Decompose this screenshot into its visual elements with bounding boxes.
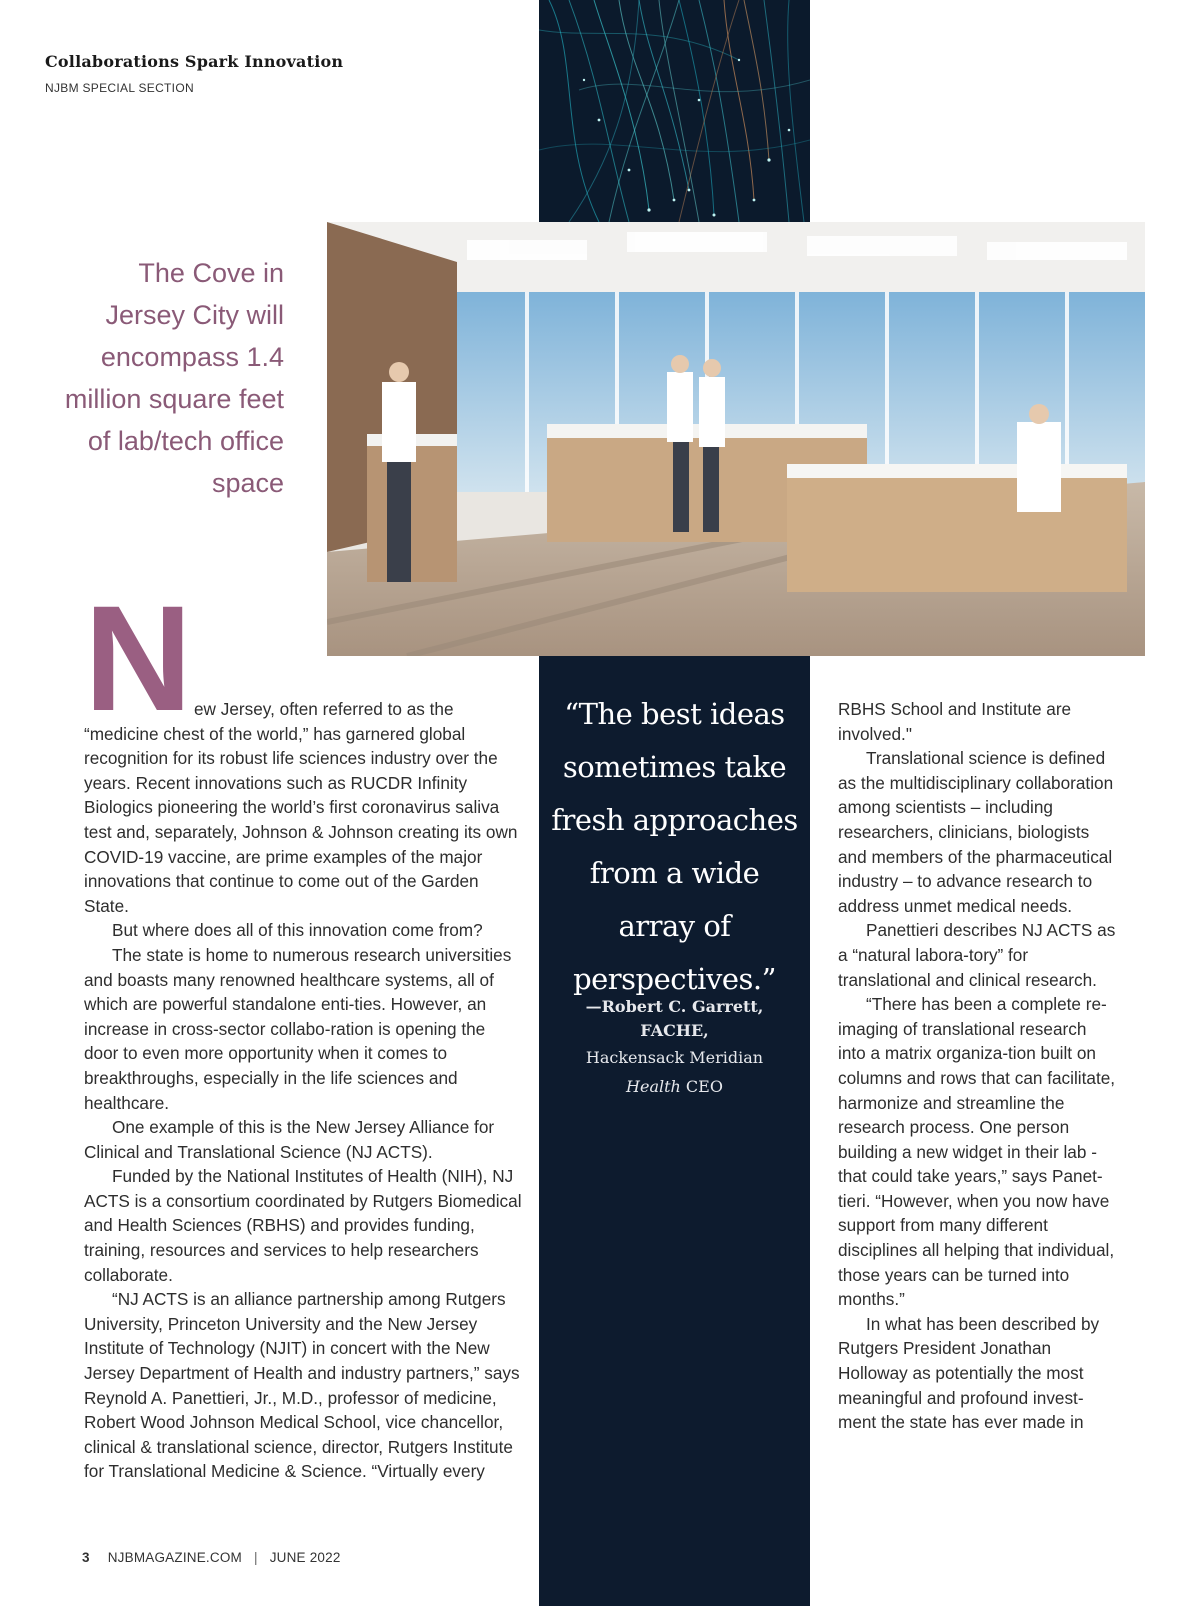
footer-date: JUNE 2022 [269, 1550, 341, 1565]
paragraph: Panettieri describes NJ ACTS as a “natural labora-tory” for translational and clinical research. [838, 920, 1116, 990]
paragraph: ew Jersey, often referred to as the “medicine chest of the world,” has garnered global recognition for its robust life sciences industry over the years. Recent innovations such as RUCDR Infinity Biologics pioneering the world’s first coronavirus saliva test and, separately, Johnson & Johnson creating its own COVID-19 vaccine, are prime examples of the major innovations that continue to come out of the Garden State. [84, 699, 518, 916]
attribution-org: Hackensack Meridian [585, 1048, 764, 1067]
pull-quote-cove: The Cove in Jersey City will encompass 1.4 million square feet of lab/tech office space [64, 258, 284, 498]
paragraph: Funded by the National Institutes of Health (NIH), NJ ACTS is a consortium coordinated by Rutgers Biomedical and Health Sciences (RBHS) and provides funding, training, resources and services to help researchers collaborate. [84, 1166, 522, 1285]
quote-attribution [549, 995, 800, 1101]
center-pull-quote: “The best ideas sometimes take fresh approaches from a wide array of perspectives.” [551, 697, 798, 996]
paragraph: One example of this is the New Jersey Alliance for Clinical and Translational Science (NJ ACTS). [84, 1117, 495, 1162]
paragraph: The state is home to numerous research universities and boasts many renowned healthcare systems, all of which are powerful standalone enti-ties. However, an increase in cross-sector collabo-ration is opening the door to even more opportunity when it comes to breakthroughs, especially in the life sciences and healthcare. [84, 944, 512, 1113]
footer-separator: | [253, 1550, 258, 1565]
article-column-left [84, 697, 522, 1484]
lab-photo [327, 222, 1145, 656]
article-column-right [838, 697, 1118, 1435]
paragraph: RBHS School and Institute are involved." [838, 699, 1072, 744]
paragraph: Translational science is defined as the multidisciplinary collaboration among scientists – including researchers, clinicians, biologists and members of the pharmaceutical industry – to advance research to address unmet medical needs. [838, 748, 1114, 916]
page-footer [82, 1550, 341, 1565]
paragraph: But where does all of this innovation come from? [112, 920, 483, 941]
attribution-title [549, 1072, 800, 1101]
attribution-name: —Robert C. Garrett, FACHE, [585, 997, 764, 1040]
network-lines-artwork [539, 0, 810, 222]
drop-cap: N [84, 574, 187, 742]
paragraph: In what has been described by Rutgers President Jonathan Holloway as potentially the most meaningful and profound invest-ment the state has ever made in [838, 1313, 1100, 1433]
section-title: Collaborations Spark Innovation [45, 52, 344, 71]
attribution-role: CEO [685, 1077, 723, 1096]
paragraph: “There has been a complete re-imaging of translational research into a matrix organiza-tion built on columns and rows that can facilitate, harmonize and streamline the research process. One person building a new widget in their lab - that could take years,” says Panet-tieri. “However, when you now have support from many different disciplines all helping that individual, those years can be turned into months.” [838, 994, 1116, 1310]
section-subtitle: NJBM SPECIAL SECTION [45, 81, 194, 95]
page-number: 3 [82, 1550, 90, 1565]
attribution-org-italic: Health [626, 1077, 681, 1096]
footer-site: NJBMAGAZINE.COM [107, 1550, 242, 1565]
paragraph: “NJ ACTS is an alliance partnership among Rutgers University, Princeton University and the New Jersey Institute of Technology (NJIT) in concert with the New Jersey Department of Health and industry partners,” says Reynold A. Panettieri, Jr., M.D., professor of medicine, Robert Wood Johnson Medical School, vice chancellor, clinical & translational science, director, Rutgers Institute for Translational Medicine & Science. “Virtually every [84, 1289, 520, 1482]
